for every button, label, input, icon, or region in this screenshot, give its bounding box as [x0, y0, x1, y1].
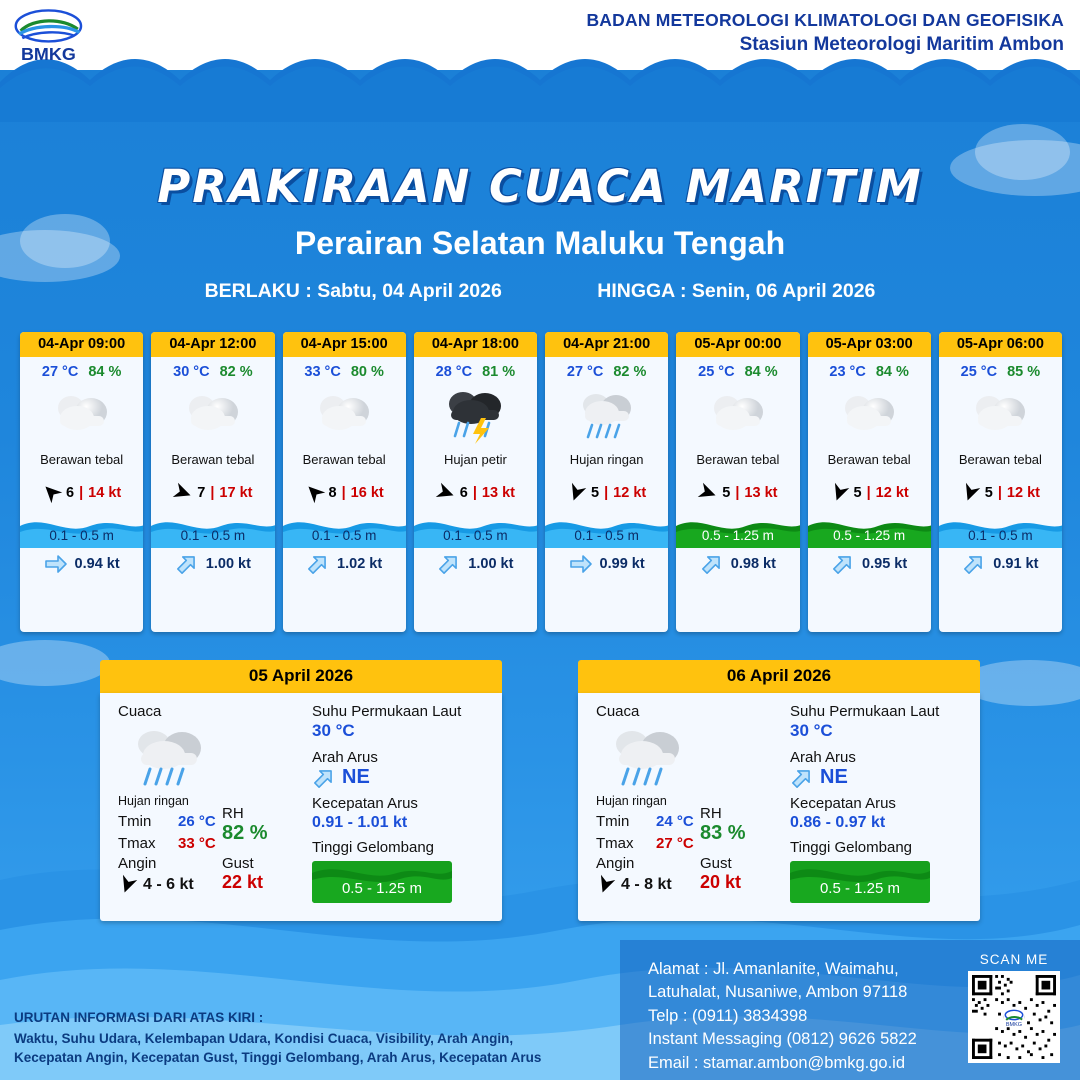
current-direction-icon [827, 548, 860, 581]
wind-separator: | [735, 484, 740, 501]
air-temperature: 25 °C [960, 364, 998, 380]
humidity: 81 % [482, 364, 516, 380]
scan-me-label: SCAN ME [979, 952, 1049, 967]
gust-value: 20 kt [700, 872, 742, 892]
tmin-label: Tmin [596, 813, 630, 830]
tinggi-gelombang-box [790, 861, 930, 903]
wind-direction-icon [301, 479, 328, 506]
wind-direction-icon [564, 480, 588, 504]
cuaca-label: Cuaca [596, 703, 640, 720]
weather-icon-box [283, 382, 406, 448]
wind-row [676, 483, 799, 502]
arus-value: NE [820, 766, 848, 788]
cloudy-icon [834, 386, 904, 444]
wind-speed: 12 kt [1006, 484, 1040, 501]
wind-direction-icon [593, 872, 617, 896]
wave-height: 0.1 - 0.5 m [49, 528, 114, 543]
forecast-time: 04-Apr 21:00 [545, 332, 668, 357]
daily-weather-icon-box [124, 722, 313, 792]
wind-direction-value: 7 [197, 484, 206, 501]
wave-height: 0.1 - 0.5 m [180, 528, 246, 543]
sst-value: 30 °C [790, 721, 833, 740]
current-direction-icon [44, 553, 68, 575]
humidity: 80 % [350, 364, 384, 380]
current-speed: 0.99 kt [599, 556, 645, 572]
valid-from-value: : Sabtu, 04 April 2026 [305, 280, 502, 302]
tinggi-gelombang-label: Tinggi Gelombang [790, 839, 913, 856]
forecast-time: 04-Apr 09:00 [20, 332, 143, 357]
rain-icon [602, 722, 698, 792]
kecepatan-arus-value: 0.86 - 0.97 kt [790, 814, 886, 831]
weather-icon-box [151, 382, 274, 448]
legend-line-2: Waktu, Suhu Udara, Kelembapan Udara, Kondisi Cuaca, Visibility, Arah Angin, [14, 1030, 514, 1046]
weather-icon-box [20, 382, 143, 448]
forecast-time: 05-Apr 06:00 [939, 332, 1062, 357]
hourly-forecast-card [151, 332, 274, 632]
humidity: 84 % [88, 364, 122, 380]
weather-icon-box [808, 382, 931, 448]
wind-separator: | [866, 484, 871, 501]
temp-humidity-row [414, 357, 537, 380]
wind-direction-icon [958, 480, 982, 504]
rh-label: RH [700, 805, 722, 822]
wind-direction-value: 6 [459, 484, 468, 501]
tmax-value: 33 °C [178, 835, 216, 852]
daily-right-column [312, 703, 497, 903]
wind-direction-icon [433, 480, 457, 504]
current-speed: 0.95 kt [862, 556, 908, 572]
current-speed: 0.94 kt [74, 556, 120, 572]
daily-date-1: 05 April 2026 [100, 660, 502, 693]
daily-left-column [596, 703, 791, 852]
wind-direction-icon [696, 480, 720, 504]
sst-value: 30 °C [312, 721, 355, 740]
qr-code[interactable] [968, 971, 1060, 1063]
weather-icon-box [545, 382, 668, 448]
current-direction-icon [171, 548, 204, 581]
wave-height: 0.5 - 1.25 m [701, 528, 774, 543]
arus-value-row [312, 766, 497, 789]
kecepatan-arus-value: 0.91 - 1.01 kt [312, 814, 408, 831]
temp-humidity-row [545, 357, 668, 380]
hourly-forecast-card [808, 332, 931, 632]
current-row [545, 548, 668, 582]
wind-row [545, 483, 668, 502]
air-temperature: 23 °C [829, 364, 866, 380]
hourly-forecast-card [20, 332, 143, 632]
daily-left-column [118, 703, 313, 852]
sst-label: Suhu Permukaan Laut [790, 703, 940, 720]
agency-name: BADAN METEOROLOGI KLIMATOLOGI DAN GEOFISIKA [586, 10, 1064, 30]
current-row [414, 548, 537, 582]
wind-speed: 13 kt [744, 484, 778, 501]
arus-label: Arah Arus [312, 749, 378, 766]
wave-height-box [808, 512, 931, 548]
humidity: 84 % [744, 364, 778, 380]
tmax-label: Tmax [118, 835, 156, 852]
wind-separator: | [341, 484, 346, 501]
current-row [808, 548, 931, 582]
cloudy-icon [309, 386, 379, 444]
daily-panel-2 [578, 660, 980, 921]
arus-value-row [790, 766, 975, 789]
instant-messaging: Instant Messaging (0812) 9626 5822 [648, 1030, 917, 1049]
humidity: 85 % [1007, 364, 1041, 380]
weather-condition: Hujan petir [443, 452, 507, 467]
title-block [0, 160, 1080, 303]
angin-value: 4 - 8 kt [621, 875, 672, 893]
qr-block[interactable] [968, 952, 1060, 1063]
daily-condition: Hujan ringan [118, 794, 189, 808]
wind-speed: 16 kt [350, 484, 384, 501]
gust-label: Gust [222, 855, 254, 872]
temp-humidity-row [808, 357, 931, 380]
wind-row [283, 483, 406, 502]
forecast-time: 04-Apr 18:00 [414, 332, 537, 357]
legend-line-3: Kecepatan Angin, Kecepatan Gust, Tinggi Gelombang, Arah Arus, Kecepatan Arus [14, 1050, 542, 1066]
legend-block [14, 1008, 541, 1068]
air-temperature: 28 °C [435, 364, 473, 380]
kecepatan-arus-label: Kecepatan Arus [312, 795, 418, 812]
valid-from [205, 280, 502, 303]
daily-date-2: 06 April 2026 [578, 660, 980, 693]
current-speed: 1.02 kt [337, 556, 383, 572]
sst-label: Suhu Permukaan Laut [312, 703, 462, 720]
wind-speed: 12 kt [613, 484, 647, 501]
wave-height: 0.1 - 0.5 m [574, 528, 639, 543]
weather-condition: Berawan tebal [302, 452, 386, 467]
arus-value: NE [342, 766, 370, 788]
weather-condition: Berawan tebal [696, 452, 780, 467]
wave-height: 0.1 - 0.5 m [968, 528, 1033, 543]
weather-condition: Berawan tebal [958, 452, 1042, 467]
daily-wind-block [596, 855, 672, 894]
valid-to [597, 280, 875, 303]
svg-text:BMKG: BMKG [20, 44, 76, 65]
humidity: 82 % [613, 364, 647, 380]
weather-condition: Hujan ringan [569, 452, 644, 467]
valid-to-label: HINGGA [597, 280, 675, 302]
rh-label: RH [222, 805, 244, 822]
daily-weather-icon-box [602, 722, 791, 792]
air-temperature: 27 °C [41, 364, 79, 380]
wind-direction-value: 5 [591, 484, 600, 501]
angin-value-row [596, 875, 672, 894]
tinggi-gelombang-value: 0.5 - 1.25 m [341, 880, 423, 897]
rh-value: 83 % [700, 822, 746, 844]
wave-height-box [151, 512, 274, 548]
current-direction-icon [958, 548, 991, 581]
current-direction-icon [786, 761, 819, 794]
angin-value: 4 - 6 kt [143, 875, 194, 893]
wave-height-box [939, 512, 1062, 548]
forecast-time: 04-Apr 12:00 [151, 332, 274, 357]
current-direction-icon [302, 548, 335, 581]
angin-label: Angin [118, 855, 157, 872]
current-row [151, 548, 274, 582]
angin-label: Angin [596, 855, 635, 872]
wave-height-box [20, 512, 143, 548]
wind-speed: 17 kt [219, 484, 253, 501]
page-subtitle: Perairan Selatan Maluku Tengah [294, 225, 786, 261]
wind-direction-value: 5 [853, 484, 862, 501]
contact-info [648, 958, 917, 1075]
tmin-value: 26 °C [178, 813, 216, 830]
hourly-forecast-card [545, 332, 668, 632]
current-row [939, 548, 1062, 582]
wind-direction-value: 5 [722, 484, 731, 501]
forecast-time: 05-Apr 00:00 [676, 332, 799, 357]
valid-to-value: : Senin, 06 April 2026 [679, 280, 876, 302]
daily-rh-block [700, 805, 746, 845]
current-row [283, 548, 406, 582]
wave-height-box [545, 512, 668, 548]
thunderstorm-icon [437, 384, 513, 446]
arus-label: Arah Arus [790, 749, 856, 766]
hourly-forecast-card [676, 332, 799, 632]
humidity: 82 % [219, 364, 253, 380]
daily-panel-1 [100, 660, 502, 921]
weather-icon-box [939, 382, 1062, 448]
temp-humidity-row [151, 357, 274, 380]
wind-direction-icon [171, 480, 195, 504]
rain-icon [570, 385, 644, 445]
tmax-label: Tmax [596, 835, 634, 852]
current-speed: 1.00 kt [205, 556, 251, 572]
daily-condition: Hujan ringan [596, 794, 667, 808]
temp-humidity-row [939, 357, 1062, 380]
hourly-forecast-list [20, 332, 1062, 632]
humidity: 84 % [875, 364, 909, 380]
bmkg-logo [14, 8, 104, 70]
email: Email : stamar.ambon@bmkg.go.id [648, 1053, 906, 1072]
current-row [20, 548, 143, 582]
current-direction-icon [696, 548, 729, 581]
wave-height: 0.1 - 0.5 m [443, 528, 508, 543]
wind-row [20, 483, 143, 502]
wind-direction-icon [827, 480, 851, 504]
tmax-row [596, 835, 791, 852]
cloudy-icon [965, 386, 1035, 444]
valid-from-label: BERLAKU [204, 280, 300, 302]
gust-value: 22 kt [222, 872, 264, 892]
wind-speed: 13 kt [481, 484, 515, 501]
weather-condition: Berawan tebal [827, 452, 911, 467]
qr-code-image [972, 975, 1056, 1059]
rh-value: 82 % [222, 822, 268, 844]
kecepatan-arus-label: Kecepatan Arus [790, 795, 896, 812]
hourly-forecast-card [939, 332, 1062, 632]
tmin-label: Tmin [118, 813, 152, 830]
daily-rh-block [222, 805, 268, 845]
angin-value-row [118, 875, 194, 894]
page-title: PRAKIRAAN CUACA MARITIM [157, 160, 923, 213]
wind-row [151, 483, 274, 502]
tmin-row [118, 813, 313, 830]
wave-height: 0.1 - 0.5 m [311, 528, 377, 543]
wind-direction-value: 8 [328, 484, 337, 501]
air-temperature: 27 °C [566, 364, 604, 380]
wind-speed: 14 kt [88, 484, 122, 501]
wind-direction-value: 5 [984, 484, 993, 501]
wind-row [808, 483, 931, 502]
tmin-row [596, 813, 791, 830]
cloudy-icon [178, 386, 248, 444]
page-header [0, 0, 1080, 72]
cuaca-label: Cuaca [118, 703, 162, 720]
wind-separator: | [79, 484, 84, 501]
gust-label: Gust [700, 855, 732, 872]
daily-wind-block [118, 855, 194, 894]
wind-row [414, 483, 537, 502]
wind-row [939, 483, 1062, 502]
station-name: Stasiun Meteorologi Maritim Ambon [739, 34, 1064, 55]
hourly-forecast-card [283, 332, 406, 632]
current-direction-icon [569, 553, 593, 575]
daily-gust-block [700, 855, 741, 893]
tinggi-gelombang-value: 0.5 - 1.25 m [819, 880, 901, 897]
current-speed: 0.91 kt [993, 556, 1039, 572]
tmin-value: 24 °C [656, 813, 694, 830]
current-speed: 1.00 kt [468, 556, 514, 572]
validity-row [0, 280, 1080, 303]
daily-gust-block [222, 855, 263, 893]
weather-icon-box [414, 382, 537, 448]
phone: Telp : (0911) 3834398 [648, 1006, 808, 1025]
current-direction-icon [433, 548, 466, 581]
wave-height-box [283, 512, 406, 548]
wind-separator: | [997, 484, 1002, 501]
wave-height-box [676, 512, 799, 548]
legend-title: URUTAN INFORMASI DARI ATAS KIRI : [14, 1010, 264, 1026]
address-line-2: Latuhalat, Nusaniwe, Ambon 97118 [648, 983, 908, 1002]
wind-separator: | [472, 484, 477, 501]
rain-icon [124, 722, 220, 792]
tmax-value: 27 °C [656, 835, 694, 852]
daily-right-column [790, 703, 975, 903]
weather-condition: Berawan tebal [40, 452, 124, 467]
forecast-time: 05-Apr 03:00 [808, 332, 931, 357]
cloudy-icon [703, 386, 773, 444]
wind-direction-icon [38, 479, 65, 506]
wind-separator: | [604, 484, 609, 501]
current-direction-icon [308, 761, 341, 794]
wind-speed: 12 kt [875, 484, 909, 501]
forecast-time: 04-Apr 15:00 [283, 332, 406, 357]
air-temperature: 25 °C [698, 364, 735, 380]
temp-humidity-row [676, 357, 799, 380]
current-row [676, 548, 799, 582]
tinggi-gelombang-box [312, 861, 452, 903]
address-line-1: Alamat : Jl. Amanlanite, Waimahu, [648, 960, 899, 978]
air-temperature: 30 °C [173, 364, 210, 380]
wind-separator: | [210, 484, 215, 501]
tinggi-gelombang-label: Tinggi Gelombang [312, 839, 435, 856]
tmax-row [118, 835, 313, 852]
temp-humidity-row [283, 357, 406, 380]
current-speed: 0.98 kt [730, 556, 776, 572]
wave-height: 0.5 - 1.25 m [833, 528, 906, 543]
weather-icon-box [676, 382, 799, 448]
wave-height-box [414, 512, 537, 548]
svg-text:BMKG: BMKG [1005, 1021, 1023, 1028]
temp-humidity-row [20, 357, 143, 380]
cloudy-icon [47, 386, 117, 444]
wind-direction-value: 6 [66, 484, 75, 501]
hourly-forecast-card [414, 332, 537, 632]
air-temperature: 33 °C [304, 364, 341, 380]
weather-condition: Berawan tebal [171, 452, 255, 467]
wind-direction-icon [115, 872, 139, 896]
